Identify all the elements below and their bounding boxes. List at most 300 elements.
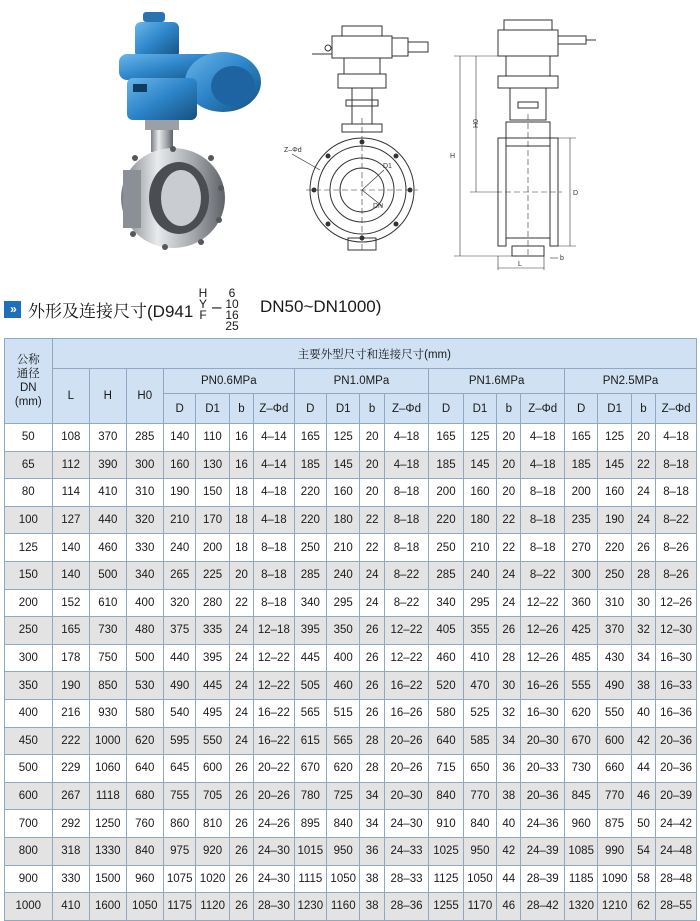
table-cell: 1500 [90,865,126,893]
table-cell: 20–36 [521,782,565,810]
dn-cell: 125 [5,534,53,562]
table-cell: 390 [90,451,126,479]
table-cell: 495 [196,699,229,727]
pn-option: 6 [228,286,236,300]
table-cell: 460 [327,672,360,700]
table-cell: 8–18 [384,479,429,507]
table-cell: 110 [196,424,229,452]
dn-header-line: 通径 [16,368,40,380]
table-cell: 12–22 [384,644,429,672]
grade-option: F [199,308,207,322]
table-cell: 12–30 [656,617,697,645]
table-cell: 960 [126,865,163,893]
table-cell: 445 [196,672,229,700]
table-cell: 240 [163,534,195,562]
table-cell: 840 [429,782,463,810]
table-cell: 24 [229,617,253,645]
group-header-pn10: PN1.0MPa [294,369,429,394]
table-cell: 395 [196,644,229,672]
label-d1: D1 [383,163,392,170]
sub-header-d1: D1 [598,394,631,424]
table-cell: 220 [598,534,631,562]
table-cell: 30 [497,672,521,700]
table-cell: 22 [360,506,384,534]
table-cell: 620 [564,699,597,727]
table-cell: 640 [429,727,463,755]
dn-cell: 150 [5,561,53,589]
table-cell: 16 [229,424,253,452]
table-cell: 280 [196,589,229,617]
label-l: L [518,261,522,268]
table-cell: 300 [564,561,597,589]
table-cell: 34 [360,810,384,838]
table-cell: 270 [564,534,597,562]
group-header-pn16: PN1.6MPa [429,369,565,394]
table-cell: 46 [497,893,521,921]
table-cell: 160 [327,479,360,507]
table-cell: 1230 [294,893,326,921]
table-cell: 24 [497,589,521,617]
table-cell: 20–39 [656,782,697,810]
table-cell: 1050 [463,865,496,893]
table-cell: 22 [360,534,384,562]
table-cell: 160 [463,479,496,507]
table-cell: 42 [497,837,521,865]
table-cell: 38 [360,893,384,921]
table-cell: 1175 [163,893,195,921]
table-cell: 20–26 [384,727,429,755]
table-cell: 28–48 [656,865,697,893]
table-cell: 1210 [598,893,631,921]
table-cell: 145 [327,451,360,479]
table-cell: 555 [564,672,597,700]
table-cell: 330 [126,534,163,562]
table-row [5,561,697,589]
table-cell: 540 [163,699,195,727]
side-view-drawing [440,10,600,270]
table-cell: 112 [52,451,89,479]
table-cell: 26 [360,617,384,645]
dn-cell: 100 [5,506,53,534]
table-cell: 108 [52,424,89,452]
table-cell: 500 [90,561,126,589]
table-cell: 34 [497,727,521,755]
table-cell: 24–30 [254,837,295,865]
heading-range: DN50~DN1000) [260,297,382,316]
table-cell: 127 [52,506,89,534]
table-cell: 565 [294,699,326,727]
table-cell: 22 [229,589,253,617]
table-cell: 1050 [126,893,163,921]
table-cell: 490 [598,672,631,700]
table-cell: 125 [327,424,360,452]
table-cell: 28–42 [521,893,565,921]
table-cell: 62 [631,893,655,921]
label-h0: H0 [473,119,480,128]
table-cell: 24 [497,561,521,589]
table-cell: 8–18 [384,506,429,534]
sub-header-d1: D1 [327,394,360,424]
table-cell: 8–18 [384,534,429,562]
table-cell: 22 [497,506,521,534]
table-cell: 490 [163,672,195,700]
table-cell: 875 [598,810,631,838]
table-cell: 425 [564,617,597,645]
table-cell: 16–33 [656,672,697,700]
table-cell: 185 [564,451,597,479]
label-dn: DN [373,203,384,210]
table-cell: 1600 [90,893,126,921]
table-cell: 229 [52,755,89,783]
table-cell: 20–30 [521,727,565,755]
sub-header-d: D [564,394,597,424]
table-cell: 4–18 [254,479,295,507]
table-cell: 595 [163,727,195,755]
table-row [5,837,697,865]
table-cell: 895 [294,810,326,838]
table-cell: 24 [631,506,655,534]
table-cell: 24–33 [384,837,429,865]
front-view-drawing [282,14,432,254]
table-cell: 16–30 [656,644,697,672]
table-cell: 42 [631,727,655,755]
table-cell: 16–22 [384,672,429,700]
table-cell: 480 [126,617,163,645]
table-cell: 470 [463,672,496,700]
table-cell: 34 [631,644,655,672]
table-cell: 340 [294,589,326,617]
table-cell: 620 [327,755,360,783]
dn-cell: 700 [5,810,53,838]
table-cell: 26 [229,865,253,893]
table-cell: 28 [360,727,384,755]
product-illustrations [0,0,700,280]
table-cell: 18 [229,534,253,562]
table-cell: 715 [429,755,463,783]
table-cell: 180 [327,506,360,534]
table-cell: 650 [463,755,496,783]
table-cell: 910 [429,810,463,838]
table-cell: 400 [126,589,163,617]
table-cell: 40 [497,810,521,838]
table-cell: 1085 [564,837,597,865]
dn-cell: 350 [5,672,53,700]
table-cell: 610 [90,589,126,617]
table-row [5,506,697,534]
table-cell: 160 [598,479,631,507]
table-cell: 130 [196,451,229,479]
table-row [5,617,697,645]
sub-header-d1: D1 [463,394,496,424]
table-cell: 615 [294,727,326,755]
table-cell: 28 [497,644,521,672]
table-cell: 220 [429,506,463,534]
sub-header-b: b [497,394,521,424]
table-cell: 670 [564,727,597,755]
grade-option: H [198,286,208,300]
table-cell: 1025 [429,837,463,865]
sub-header-b: b [631,394,655,424]
table-cell: 20 [631,424,655,452]
table-cell: 20 [497,451,521,479]
table-cell: 125 [463,424,496,452]
table-cell: 1330 [90,837,126,865]
table-cell: 26 [631,534,655,562]
table-cell: 12–22 [521,589,565,617]
table-row [5,755,697,783]
table-cell: 355 [463,617,496,645]
table-cell: 165 [564,424,597,452]
table-cell: 318 [52,837,89,865]
table-cell: 20–36 [656,727,697,755]
table-cell: 8–18 [254,534,295,562]
table-cell: 26 [229,782,253,810]
table-cell: 24–42 [656,810,697,838]
table-cell: 24 [229,699,253,727]
heading-title: 外形及连接尺寸(D941 [28,302,194,321]
table-cell: 140 [52,561,89,589]
dn-header-line: DN [19,382,37,394]
table-cell: 16–22 [254,699,295,727]
table-cell: 515 [327,699,360,727]
table-cell: 140 [163,424,195,452]
table-cell: 770 [463,782,496,810]
table-cell: 4–14 [254,424,295,452]
table-row [5,810,697,838]
table-cell: 190 [163,479,195,507]
table-cell: 28 [631,561,655,589]
table-cell: 200 [429,479,463,507]
table-cell: 505 [294,672,326,700]
grade-options [196,288,210,321]
table-row [5,534,697,562]
pn-option: 16 [225,308,239,322]
table-cell: 525 [463,699,496,727]
table-cell: 840 [327,810,360,838]
table-cell: 54 [631,837,655,865]
table-cell: 44 [631,755,655,783]
table-cell: 145 [463,451,496,479]
table-cell: 20 [360,451,384,479]
col-header-h: H [90,369,126,424]
sub-header-z-phi-d: Z–Φd [656,394,697,424]
dn-header-line: (mm) [14,396,42,408]
dn-header [5,339,53,424]
table-cell: 600 [598,727,631,755]
table-cell: 600 [196,755,229,783]
table-cell: 670 [294,755,326,783]
table-cell: 285 [126,424,163,452]
table-cell: 24–30 [384,810,429,838]
table-cell: 152 [52,589,89,617]
table-row [5,424,697,452]
sub-header-d: D [163,394,195,424]
table-cell: 950 [463,837,496,865]
table-cell: 16–36 [656,699,697,727]
table-cell: 8–26 [656,561,697,589]
table-cell: 38 [497,782,521,810]
dn-cell: 80 [5,479,53,507]
table-cell: 185 [294,451,326,479]
table-cell: 190 [598,506,631,534]
table-cell: 285 [429,561,463,589]
table-cell: 4–18 [384,451,429,479]
table-cell: 1060 [90,755,126,783]
table-cell: 4–18 [521,424,565,452]
table-cell: 840 [126,837,163,865]
table-cell: 16–26 [384,699,429,727]
label-d: D [573,190,579,197]
table-cell: 8–22 [384,589,429,617]
table-cell: 860 [163,810,195,838]
pn-options [222,288,242,332]
sub-header-d: D [429,394,463,424]
table-cell: 24 [229,727,253,755]
table-cell: 222 [52,727,89,755]
table-cell: 950 [327,837,360,865]
table-cell: 550 [598,699,631,727]
table-cell: 340 [126,561,163,589]
heading-dash: – [212,297,222,316]
table-cell: 18 [229,479,253,507]
table-cell: 32 [631,617,655,645]
table-cell: 24 [229,672,253,700]
pn-option: 25 [225,319,239,333]
table-cell: 125 [598,424,631,452]
table-cell: 8–18 [521,506,565,534]
table-cell: 190 [52,672,89,700]
dn-cell: 250 [5,617,53,645]
table-cell: 240 [463,561,496,589]
table-cell: 58 [631,865,655,893]
table-cell: 250 [294,534,326,562]
table-cell: 12–22 [254,672,295,700]
sub-header-z-phi-d: Z–Φd [384,394,429,424]
table-cell: 216 [52,699,89,727]
table-cell: 220 [294,479,326,507]
table-cell: 20–26 [254,782,295,810]
table-cell: 1160 [327,893,360,921]
table-cell: 24–48 [656,837,697,865]
dn-cell: 450 [5,727,53,755]
col-header-l: L [52,369,89,424]
table-cell: 410 [52,893,89,921]
table-cell: 210 [163,506,195,534]
table-row [5,699,697,727]
table-cell: 26 [229,755,253,783]
table-cell: 1015 [294,837,326,865]
table-cell: 36 [360,837,384,865]
table-cell: 350 [327,617,360,645]
table-cell: 50 [631,810,655,838]
table-cell: 265 [163,561,195,589]
table-cell: 200 [196,534,229,562]
table-cell: 705 [196,782,229,810]
dimension-table [4,338,697,921]
table-cell: 26 [229,837,253,865]
table-cell: 1090 [598,865,631,893]
table-cell: 725 [327,782,360,810]
table-cell: 18 [229,506,253,534]
table-cell: 1075 [163,865,195,893]
dn-cell: 200 [5,589,53,617]
table-cell: 178 [52,644,89,672]
table-cell: 26 [360,672,384,700]
table-cell: 410 [463,644,496,672]
table-cell: 24 [631,479,655,507]
table-cell: 28–30 [254,893,295,921]
table-cell: 760 [126,810,163,838]
table-cell: 16–22 [254,727,295,755]
table-cell: 12–22 [254,644,295,672]
table-cell: 210 [327,534,360,562]
sub-header-z-phi-d: Z–Φd [521,394,565,424]
dn-cell: 1000 [5,893,53,921]
table-cell: 20–33 [521,755,565,783]
table-row [5,451,697,479]
table-cell: 1000 [90,727,126,755]
table-body [5,424,697,921]
dn-cell: 500 [5,755,53,783]
dn-cell: 600 [5,782,53,810]
table-cell: 810 [196,810,229,838]
table-cell: 845 [564,782,597,810]
table-cell: 180 [463,506,496,534]
dn-cell: 300 [5,644,53,672]
table-cell: 16–30 [521,699,565,727]
table-cell: 335 [196,617,229,645]
table-cell: 220 [294,506,326,534]
table-cell: 410 [90,479,126,507]
table-cell: 28 [360,755,384,783]
table-cell: 1170 [463,893,496,921]
table-cell: 520 [429,672,463,700]
table-cell: 730 [90,617,126,645]
group-header-pn06: PN0.6MPa [163,369,294,394]
dn-cell: 400 [5,699,53,727]
table-row [5,672,697,700]
table-cell: 24 [360,589,384,617]
table-cell: 8–18 [656,479,697,507]
table-cell: 285 [294,561,326,589]
table-cell: 295 [463,589,496,617]
table-cell: 26 [360,699,384,727]
table-cell: 1020 [196,865,229,893]
table-cell: 8–18 [254,589,295,617]
label-b: b [560,255,564,262]
dn-cell: 900 [5,865,53,893]
dn-cell: 50 [5,424,53,452]
dn-cell: 800 [5,837,53,865]
table-cell: 550 [196,727,229,755]
table-cell: 440 [163,644,195,672]
table-cell: 26 [229,893,253,921]
table-cell: 8–22 [656,506,697,534]
table-cell: 20–30 [384,782,429,810]
table-cell: 990 [598,837,631,865]
table-cell: 780 [294,782,326,810]
table-cell: 20 [360,479,384,507]
table-cell: 22 [631,451,655,479]
table-cell: 975 [163,837,195,865]
table-cell: 1120 [196,893,229,921]
table-row [5,782,697,810]
sub-header-b: b [360,394,384,424]
table-cell: 4–18 [521,451,565,479]
table-cell: 250 [429,534,463,562]
table-cell: 320 [126,506,163,534]
table-cell: 24–36 [521,810,565,838]
